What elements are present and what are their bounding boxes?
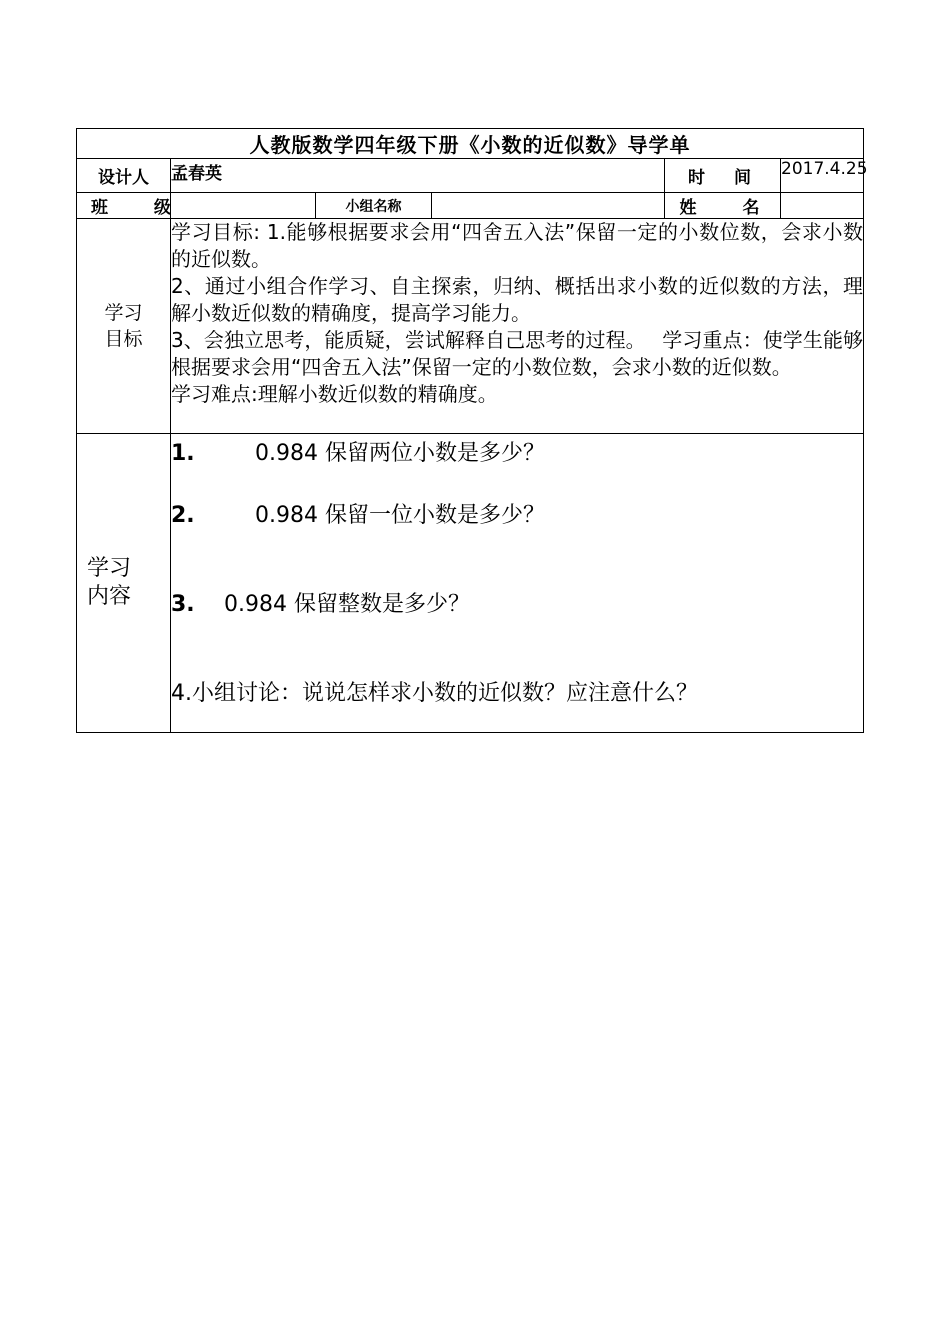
student-name-label: 姓 名 bbox=[665, 193, 781, 219]
designer-value: 孟春英 bbox=[171, 159, 665, 193]
guide-sheet bbox=[76, 128, 868, 733]
group-name-label: 小组名称 bbox=[316, 193, 432, 219]
goals-side-label-line2: 目标 bbox=[104, 328, 143, 350]
goals-side-label-line1: 学习 bbox=[104, 302, 143, 324]
time-label: 时 间 bbox=[665, 159, 781, 193]
designer-label: 设计人 bbox=[77, 159, 171, 193]
question-2 bbox=[171, 498, 863, 529]
question-4-text: 4.小组讨论：说说怎样求小数的近似数？应注意什么？ bbox=[171, 681, 698, 706]
goals-line-4: 学习难点:理解小数近似数的精确度。 bbox=[171, 382, 498, 406]
goals-line-3: 3、会独立思考，能质疑，尝试解释自己思考的过程。 学习重点：使学生能够根据要求会用“四舍五入法”保留一定的小数位数，会求小数的近似数。 bbox=[171, 328, 864, 379]
content-side-label-line1: 学习 bbox=[87, 556, 132, 581]
group-name-value[interactable] bbox=[432, 193, 665, 219]
student-name-value[interactable] bbox=[781, 193, 864, 219]
goals-line-2: 2、通过小组合作学习、自主探索，归纳、概括出求小数的近似数的方法，理解小数近似数的精确度，提高学习能力。 bbox=[171, 274, 864, 325]
page-title: 人教版数学四年级下册《小数的近似数》导学单 bbox=[77, 129, 864, 159]
guide-table bbox=[76, 128, 868, 733]
question-3-number: 3. bbox=[171, 592, 195, 617]
question-3 bbox=[171, 587, 863, 618]
question-1-text: 0.984 保留两位小数是多少？ bbox=[255, 441, 545, 466]
question-1-number: 1. bbox=[171, 441, 195, 466]
content-side-label-line2: 内容 bbox=[87, 584, 132, 609]
question-2-number: 2. bbox=[171, 503, 195, 528]
content-side-label bbox=[77, 434, 171, 733]
goals-line-1: 学习目标: 1.能够根据要求会用“四舍五入法”保留一定的小数位数，会求小数的近似数。 bbox=[171, 220, 864, 271]
time-value: 2017.4.25 bbox=[781, 159, 864, 193]
class-value[interactable] bbox=[171, 193, 316, 219]
question-3-text: 0.984 保留整数是多少？ bbox=[224, 592, 470, 617]
question-2-text: 0.984 保留一位小数是多少？ bbox=[255, 503, 545, 528]
content-area bbox=[171, 434, 864, 733]
goals-text bbox=[171, 219, 864, 434]
question-1 bbox=[171, 436, 863, 467]
goals-side-label bbox=[77, 219, 171, 434]
class-label: 班 级 bbox=[77, 193, 171, 219]
question-4 bbox=[171, 676, 863, 707]
